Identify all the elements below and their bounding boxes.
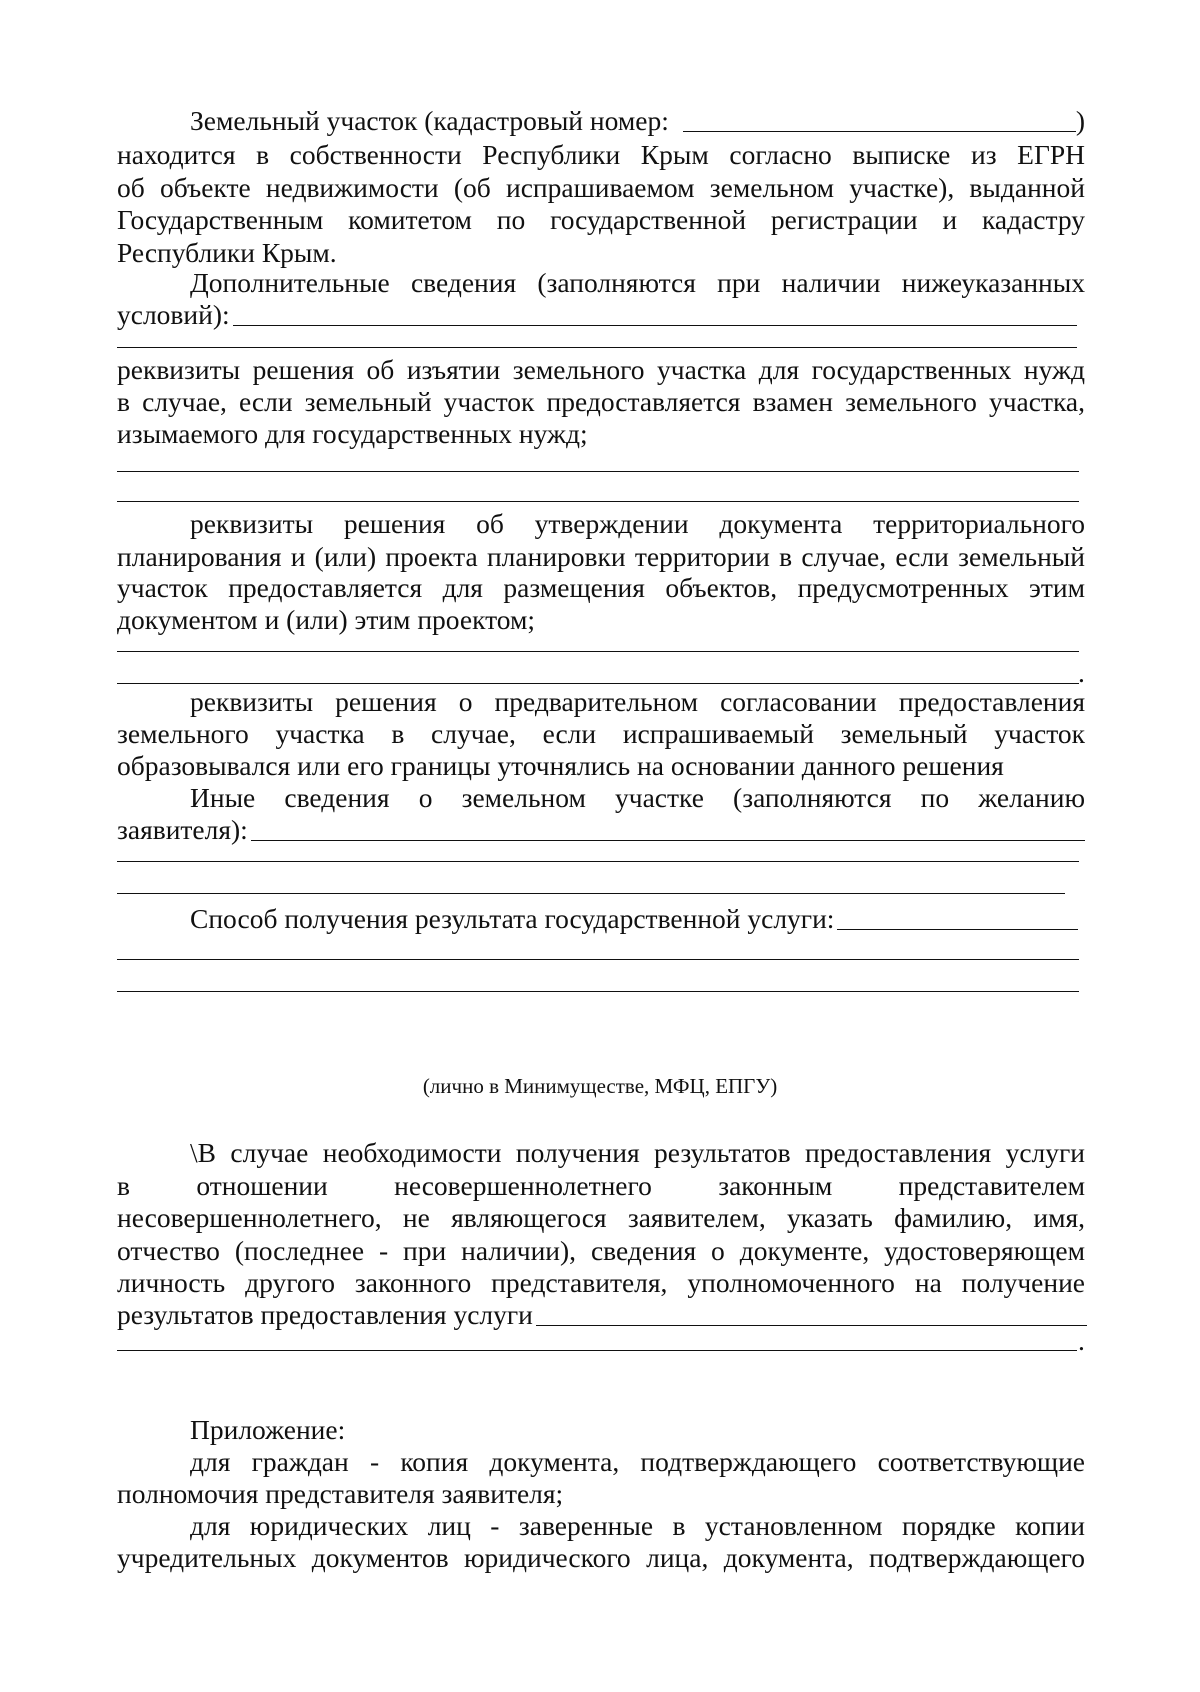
minor-representative-field[interactable] (536, 1325, 1087, 1326)
seizure-decision-blank-line[interactable] (117, 471, 1079, 472)
other-info-field[interactable] (251, 840, 1085, 841)
planning-decision-line: реквизиты решения об утверждении документа территориального (190, 508, 1085, 539)
minor-representative-line: \В случае необходимости получения результатов предоставления услуги (190, 1137, 1085, 1168)
land-ownership-line: находится в собственности Республики Крым согласно выписке из ЕГРН (117, 139, 1085, 170)
result-method-line (190, 902, 1078, 936)
cadastral-number-label: Земельный участок (кадастровый номер: (190, 105, 669, 136)
seizure-decision-line: изымаемого для государственных нужд; (117, 418, 588, 449)
minor-representative-result-label: результатов предоставления услуги (117, 1299, 533, 1330)
minor-representative-line: отчество (последнее - при наличии), сведения о документе, удостоверяющем (117, 1235, 1085, 1266)
minor-representative-line: в отношении несовершеннолетнего законным представителем (117, 1170, 1085, 1201)
additional-info-field[interactable] (233, 325, 1077, 326)
minor-representative-result-line (117, 1298, 1087, 1332)
planning-decision-line: участок предоставляется для размещения объектов, предусмотренных этим (117, 572, 1085, 603)
cadastral-number-line (190, 104, 1085, 138)
other-info-blank-line[interactable] (117, 893, 1065, 894)
planning-decision-end-period: . (1078, 657, 1085, 688)
result-method-field[interactable] (837, 929, 1078, 930)
other-info-blank-line[interactable] (117, 861, 1079, 862)
attachment-citizens-line: для граждан - копия документа, подтверждающего соответствующие (190, 1446, 1085, 1477)
minor-representative-line: личность другого законного представителя, уполномоченного на получение (117, 1267, 1085, 1298)
minor-representative-blank-line[interactable] (117, 1350, 1077, 1351)
planning-decision-blank-line[interactable] (117, 651, 1079, 652)
attachment-legal-entities-line: учредительных документов юридического лица, документа, подтверждающего (117, 1542, 1085, 1573)
attachment-legal-entities-line: для юридических лиц - заверенные в установленном порядке копии (190, 1510, 1085, 1541)
result-method-blank-line[interactable] (117, 991, 1079, 992)
cadastral-number-close-paren: ) (1075, 105, 1085, 136)
planning-decision-blank-line[interactable] (117, 683, 1079, 684)
attachments-heading: Приложение: (190, 1414, 346, 1445)
result-method-blank-line[interactable] (117, 959, 1079, 960)
land-ownership-line: Государственным комитетом по государственной регистрации и кадастру (117, 204, 1085, 235)
additional-info-blank-line[interactable] (117, 347, 1077, 348)
seizure-decision-line: в случае, если земельный участок предоставляется взамен земельного участка, (117, 386, 1085, 417)
attachment-citizens-line: полномочия представителя заявителя; (117, 1478, 564, 1509)
planning-decision-line: планирования и (или) проекта планировки территории в случае, если земельный (117, 541, 1085, 572)
other-info-line: Иные сведения о земельном участке (заполняются по желанию (190, 782, 1085, 813)
result-method-caption: (лично в Минимуществе, МФЦ, ЕПГУ) (422, 1074, 778, 1098)
land-ownership-line: об объекте недвижимости (об испрашиваемом земельном участке), выданной (117, 172, 1085, 203)
minor-representative-line: несовершеннолетнего, не являющегося заявителем, указать фамилию, имя, (117, 1202, 1085, 1233)
seizure-decision-blank-line[interactable] (117, 501, 1079, 502)
result-method-label: Способ получения результата государственной услуги: (190, 903, 835, 934)
preliminary-approval-line: реквизиты решения о предварительном согласовании предоставления (190, 686, 1085, 717)
preliminary-approval-line: образовывался или его границы уточнялись на основании данного решения (117, 750, 1004, 781)
other-info-applicant-line (117, 813, 1085, 847)
cadastral-number-field[interactable] (683, 131, 1076, 132)
seizure-decision-line: реквизиты решения об изъятии земельного участка для государственных нужд (117, 354, 1085, 385)
additional-info-line: Дополнительные сведения (заполняются при наличии нижеуказанных (190, 267, 1085, 298)
additional-info-conditions-label: условий): (117, 299, 230, 330)
additional-info-conditions-line (117, 298, 1077, 332)
planning-decision-line: документом и (или) этим проектом; (117, 604, 536, 635)
other-info-applicant-label: заявителя): (117, 814, 248, 845)
preliminary-approval-line: земельного участка в случае, если испрашиваемый земельный участок (117, 718, 1085, 749)
minor-representative-end-period: . (1078, 1325, 1085, 1356)
land-ownership-line: Республики Крым. (117, 237, 337, 268)
